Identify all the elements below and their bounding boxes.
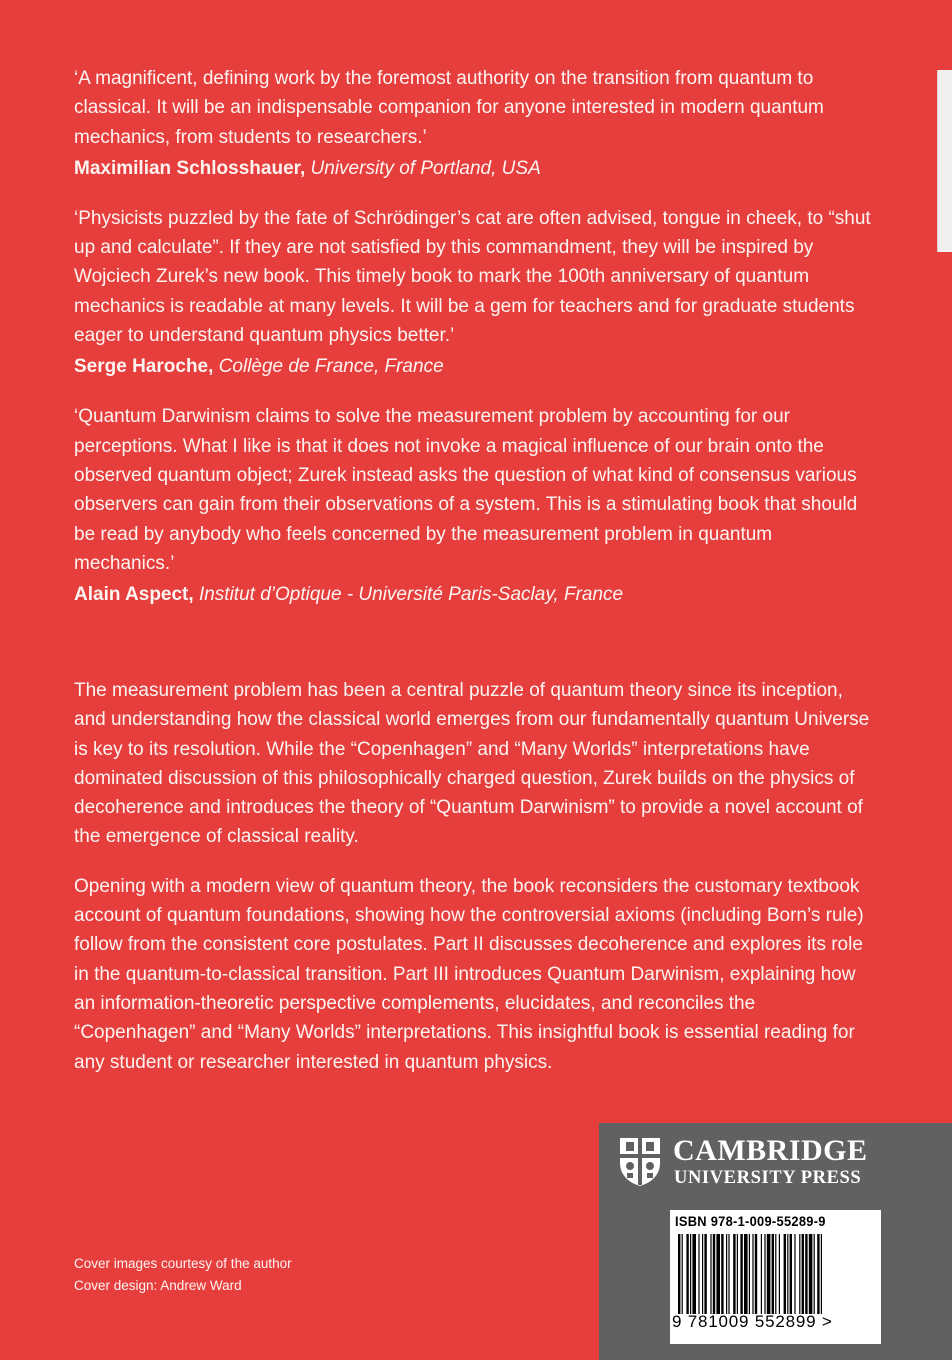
page-edge-tab [937,70,952,252]
barcode-bar [702,1234,703,1314]
book-description [74,676,874,1097]
barcode-bar [704,1234,706,1314]
barcode-bar [764,1234,765,1314]
endorsement-attribution [74,581,874,608]
publisher-panel [599,1123,952,1360]
endorsement-text: ‘Quantum Darwinism claims to solve the measurement problem by accounting for our perceptions. What I like is that it does not invoke a magical influence of our brain onto the observed quantum object; Zurek instead asks the question of what kind of consensus various observers can gain from their observations of a system. This is a stimulating book that should be read by anybody who feels concerned by the measurement problem in quantum mechanics.’ [74,406,858,574]
barcode-bar [690,1234,691,1314]
publisher-subtitle: UNIVERSITY PRESS [674,1168,862,1188]
barcode-bar [752,1234,753,1314]
barcode-bar [733,1234,735,1314]
endorsement-text: ‘A magnificent, defining work by the foremost authority on the transition from quantum to classical. It will be an indispensable companion for anyone interested in modern quantum mechanics, from students to researchers.’ [74,68,824,148]
publisher-name: CAMBRIDGE [673,1134,868,1167]
endorsement-attribution [74,155,874,182]
barcode-bar [767,1234,771,1314]
barcode-bar [805,1234,807,1314]
university-shield-icon [619,1137,661,1187]
endorser-name: Maximilian Schlosshauer, [74,157,306,179]
barcode-bar [809,1234,813,1314]
barcode-bar [713,1234,715,1314]
barcode-bar [814,1234,815,1314]
cover-images-credit: Cover images courtesy of the author [74,1256,292,1271]
barcode-bar [772,1234,774,1314]
barcode-bar [787,1234,788,1314]
endorsement-text: ‘Physicists puzzled by the fate of Schrödinger’s cat are often advised, tongue in cheek, to “shut up and calculate”. If they are not satisfied by this commandment, they will be inspired by Wojciech Zurek’s new book. This timely book to mark the 100th anniversary of quantum mechanics is readable at many levels. It will be a gem for teachers and for graduate students eager to understand quantum physics better.’ [74,207,871,347]
endorser-affiliation: Institut d’Optique - Université Paris-Saclay, France [198,584,624,606]
barcode-digits: 9 781009 552899 > [672,1312,833,1331]
endorser-affiliation: Collège de France, France [218,356,444,378]
barcode-bar [678,1234,680,1314]
endorsement-attribution [74,353,874,380]
barcode-bar [817,1234,819,1314]
cover-design-credit: Cover design: Andrew Ward [74,1278,242,1293]
description-paragraph: The measurement problem has been a central puzzle of quantum theory since its inception, and understanding how the classical world emerges from our fundamentally quantum Universe is key to its resolution. While the “Copenhagen” and “Many Worlds” interpretations have dominated discussion of this philosophically charged question, Zurek builds on the physics of decoherence and introduces the theory of “Quantum Darwinism” to provide a novel account of the emergence of classical reality. [74,680,870,848]
barcode-bar [779,1234,780,1314]
barcode-bar [737,1234,738,1314]
barcode-bar [710,1234,711,1314]
description-paragraph: Opening with a modern view of quantum theory, the book reconsiders the customary textbook account of quantum foundations, showing how the controversial axioms (including Born’s rule) follow from the consistent core postulates. Part II discusses decoherence and explores its role in the quantum-to-classical transition. Part III introduces Quantum Darwinism, explaining how an information-theoretic perspective complements, elucidates, and reconciles the “Copenhagen” and “Many Worlds” interpretations. This insightful book is essential reading for any student or researcher interested in quantum physics. [74,875,864,1073]
barcode-bar [802,1234,804,1314]
endorsement [74,64,874,182]
barcode-bar [794,1234,795,1314]
cover-credits [74,1253,292,1297]
barcode-bar [726,1234,727,1314]
endorsements [74,64,874,630]
isbn-barcode [670,1210,881,1344]
barcode-bar [721,1234,723,1314]
barcode-bar [698,1234,699,1314]
barcode-bar [755,1234,757,1314]
endorser-name: Serge Haroche, [74,356,214,378]
barcode-bar [682,1234,683,1314]
barcode-bar [728,1234,729,1314]
barcode-bar [744,1234,748,1314]
endorser-name: Alain Aspect, [74,584,194,606]
barcode-bar [790,1234,792,1314]
isbn-label: ISBN 978-1-009-55289-9 [675,1213,826,1229]
barcode-bar [784,1234,786,1314]
barcode-bar [692,1234,696,1314]
barcode-bars [678,1234,874,1314]
endorsement [74,204,874,380]
barcode-bar [740,1234,742,1314]
barcode-bar [716,1234,720,1314]
endorser-affiliation: University of Portland, USA [310,157,541,179]
barcode-bar [749,1234,750,1314]
barcode-bar [686,1234,688,1314]
barcode-bar [821,1234,822,1314]
barcode-bar [775,1234,776,1314]
barcode-bar [761,1234,762,1314]
barcode-bar [799,1234,800,1314]
endorsement [74,402,874,608]
